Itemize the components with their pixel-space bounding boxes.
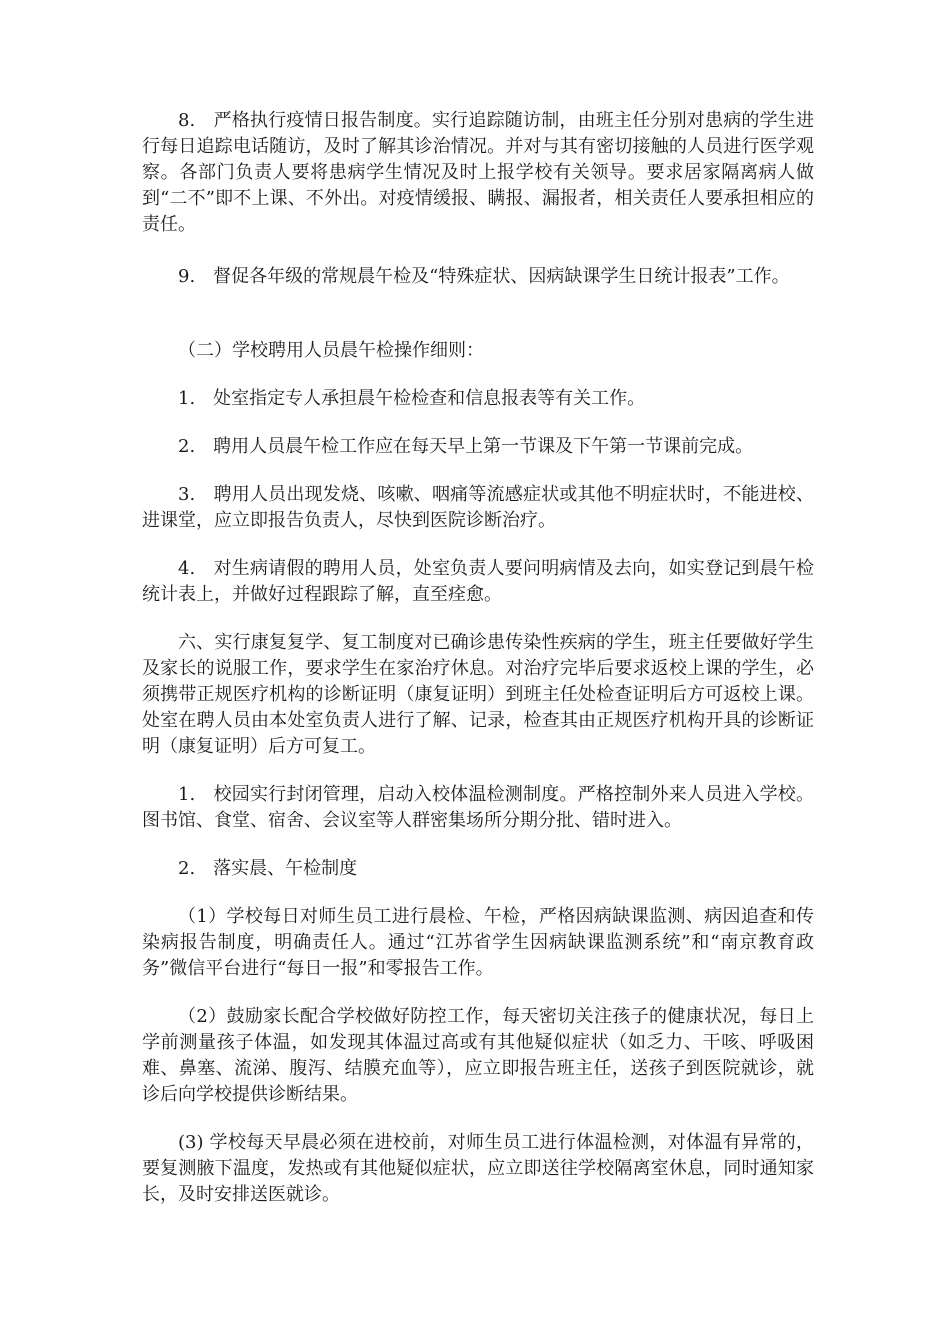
- paragraph-subitem-1: （1）学校每日对师生员工进行晨检、午检，严格因病缺课监测、病因追查和传染病报告制度，明确责任人。通过“江苏省学生因病缺课监测系统”和“南京教育政务”微信平台进行“每日一报”和零报告工作。: [142, 906, 814, 979]
- paragraph-rule-2: 2. 聘用人员晨午检工作应在每天早上第一节课及下午第一节课前完成。: [178, 436, 754, 457]
- paragraph-item-8: 8. 严格执行疫情日报告制度。实行追踪随访制，由班主任分别对患病的学生进行每日追踪电话随访，及时了解其诊治情况。并对与其有密切接触的人员进行医学观察。各部门负责人要将患病学生情况及时上报学校有关领导。要求居家隔离病人做到“二不”即不上课、不外出。对疫情缓报、瞒报、漏报者，相关责任人要承担相应的责任。: [142, 110, 814, 235]
- paragraph-measure-2: 2. 落实晨、午检制度: [178, 858, 358, 879]
- paragraph-rule-4: 4. 对生病请假的聘用人员，处室负责人要问明病情及去向，如实登记到晨午检统计表上，并做好过程跟踪了解，直至痊愈。: [142, 558, 814, 605]
- paragraph-measure-1: 1. 校园实行封闭管理，启动入校体温检测制度。严格控制外来人员进入学校。图书馆、食堂、宿舍、会议室等人群密集场所分期分批、错时进入。: [142, 784, 814, 831]
- paragraph-rule-1: 1. 处室指定专人承担晨午检检查和信息报表等有关工作。: [178, 388, 646, 409]
- paragraph-section-six: 六、实行康复复学、复工制度对已确诊患传染性疾病的学生，班主任要做好学生及家长的说服工作，要求学生在家治疗休息。对治疗完毕后要求返校上课的学生，必须携带正规医疗机构的诊断证明（康复证明）到班主任处检查证明后方可返校上课。处室在聘人员由本处室负责人进行了解、记录，检查其由正规医疗机构开具的诊断证明（康复证明）后方可复工。: [142, 632, 814, 757]
- paragraph-subitem-3: (3) 学校每天早晨必须在进校前，对师生员工进行体温检测，对体温有异常的，要复测腋下温度，发热或有其他疑似症状，应立即送往学校隔离室休息，同时通知家长，及时安排送医就诊。: [142, 1132, 814, 1205]
- paragraph-subitem-2: （2）鼓励家长配合学校做好防控工作，每天密切关注孩子的健康状况，每日上学前测量孩子体温，如发现其体温过高或有其他疑似症状（如乏力、干咳、呼吸困难、鼻塞、流涕、腹泻、结膜充血等），应立即报告班主任，送孩子到医院就诊，就诊后向学校提供诊断结果。: [142, 1006, 814, 1105]
- paragraph-section-heading: （二）学校聘用人员晨午检操作细则：: [178, 340, 484, 361]
- paragraph-rule-3: 3. 聘用人员出现发烧、咳嗽、咽痛等流感症状或其他不明症状时，不能进校、进课堂，应立即报告负责人，尽快到医院诊断治疗。: [142, 484, 814, 531]
- paragraph-item-9: 9. 督促各年级的常规晨午检及“特殊症状、因病缺课学生日统计报表”工作。: [178, 266, 790, 287]
